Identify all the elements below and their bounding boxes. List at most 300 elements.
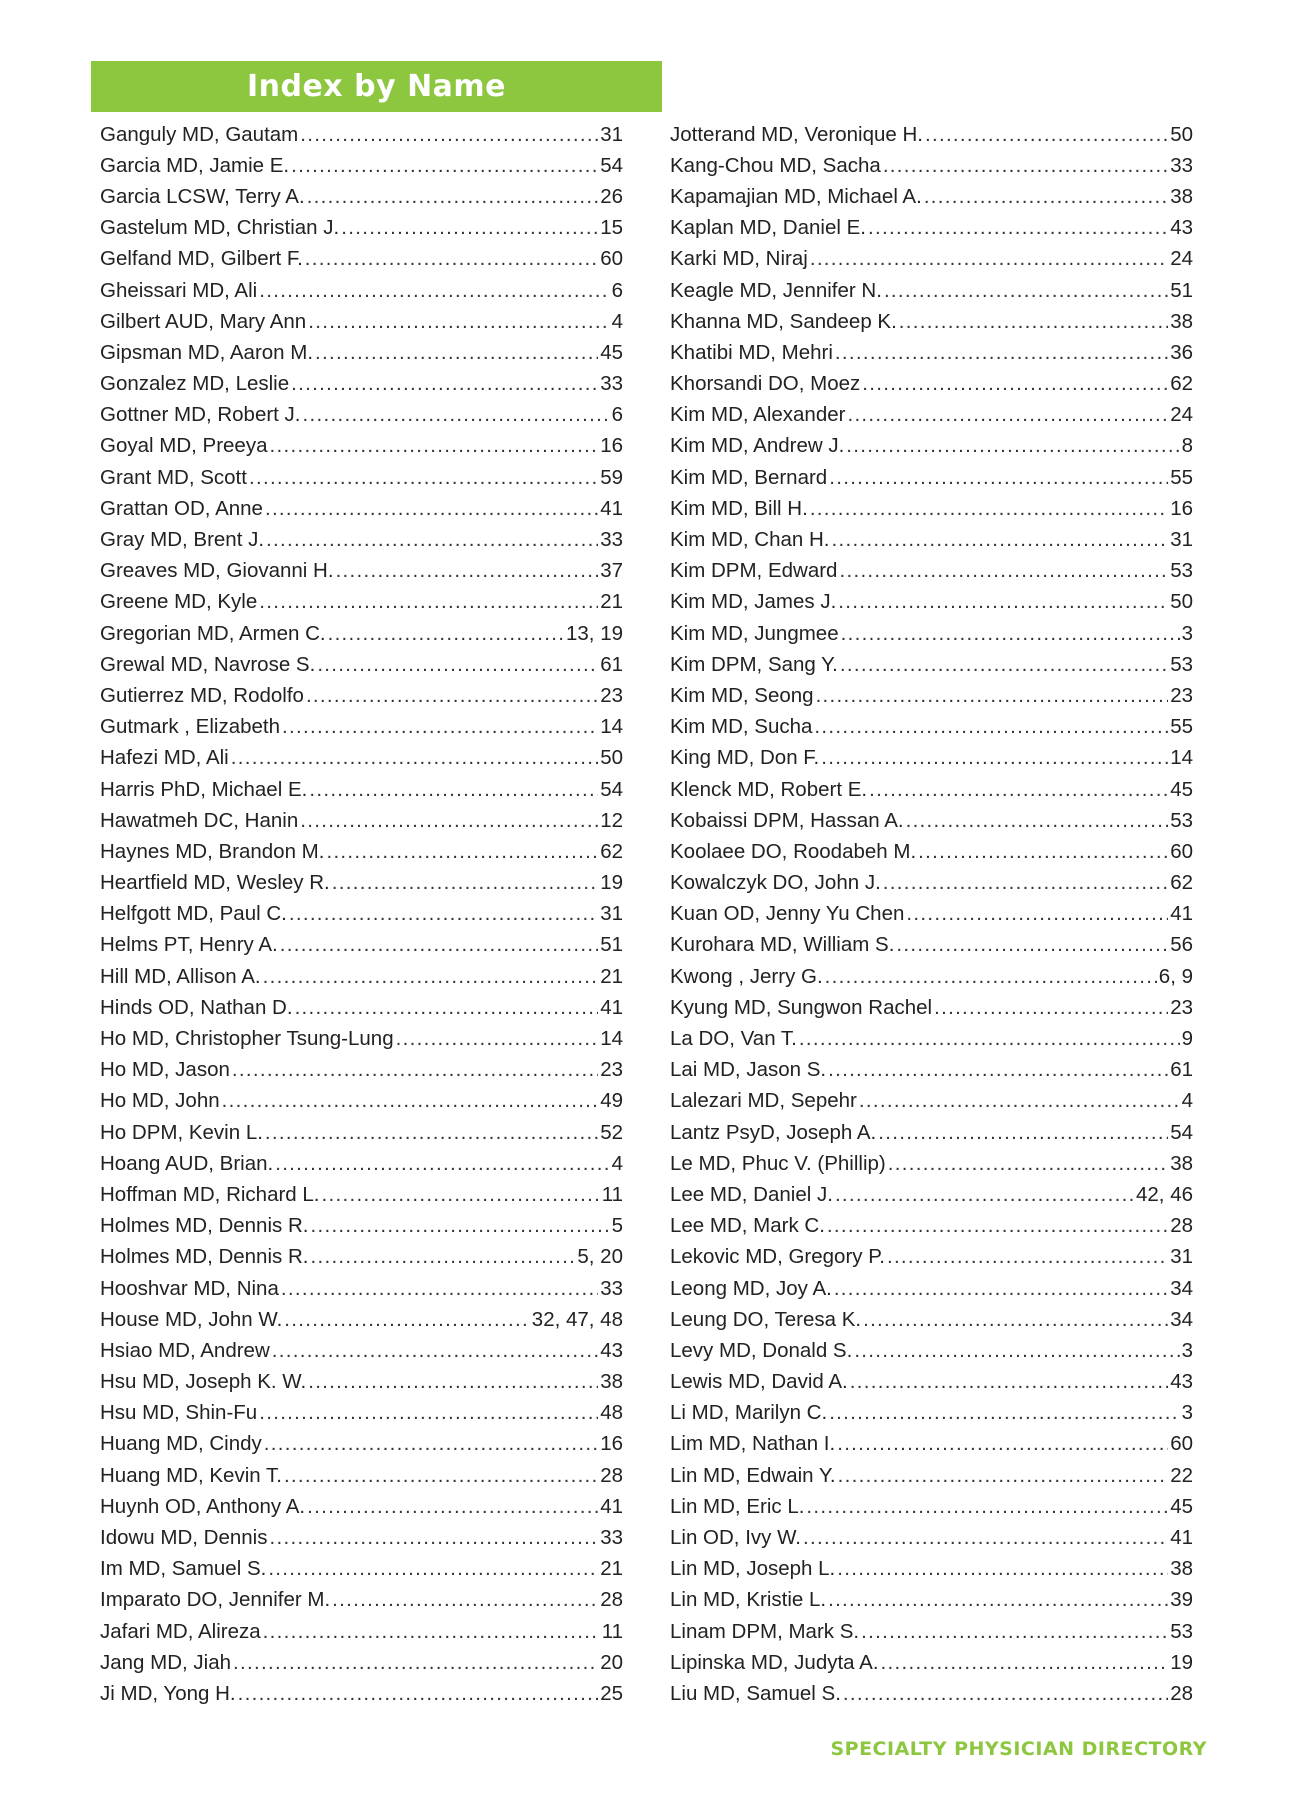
entry-page-number: 14: [600, 1027, 623, 1051]
index-entry: [670, 275, 1193, 306]
index-entry: [100, 244, 623, 275]
dot-leader: [831, 528, 1168, 552]
index-entry: [100, 992, 623, 1023]
entry-name: Kuan OD, Jenny Yu Chen: [670, 902, 905, 926]
entry-page-number: 36: [1170, 340, 1193, 364]
dot-leader: [828, 1588, 1168, 1612]
dot-leader: [835, 1183, 1134, 1207]
entry-name: Kim MD, James J.: [670, 590, 837, 614]
entry-page-number: 3: [1181, 621, 1193, 645]
entry-page-number: 21: [600, 590, 623, 614]
entry-name: Garcia MD, Jamie E.: [100, 153, 290, 177]
dot-leader: [238, 1682, 599, 1706]
dot-leader: [878, 1121, 1168, 1145]
dot-leader: [300, 809, 598, 833]
index-entry: [670, 213, 1193, 244]
index-entry: [100, 213, 623, 244]
dot-leader: [835, 341, 1168, 365]
dot-leader: [317, 653, 598, 677]
index-entry: [100, 431, 623, 462]
index-entry: [100, 556, 623, 587]
dot-leader: [266, 528, 598, 552]
index-entry: [670, 836, 1193, 867]
dot-leader: [309, 778, 598, 802]
entry-page-number: 21: [600, 964, 623, 988]
index-entry: [670, 1647, 1193, 1678]
entry-page-number: 4: [611, 309, 623, 333]
dot-leader: [396, 1027, 599, 1051]
entry-page-number: 14: [1170, 746, 1193, 770]
dot-leader: [924, 185, 1168, 209]
entry-name: Kim MD, Sucha: [670, 715, 813, 739]
entry-name: Ho MD, Jason: [100, 1058, 230, 1082]
entry-page-number: 4: [611, 1151, 623, 1175]
entry-page-number: 28: [600, 1588, 623, 1612]
entry-name: Kobaissi DPM, Hassan A.: [670, 808, 904, 832]
entry-page-number: 41: [1170, 1526, 1193, 1550]
entry-name: Im MD, Samuel S.: [100, 1557, 267, 1581]
entry-name: Gutierrez MD, Rodolfo: [100, 683, 304, 707]
dot-leader: [884, 279, 1168, 303]
entry-page-number: 62: [1170, 871, 1193, 895]
entry-name: Huang MD, Kevin T.: [100, 1463, 282, 1487]
index-entry: [100, 1179, 623, 1210]
entry-page-number: 62: [1170, 372, 1193, 396]
index-header: [91, 61, 662, 112]
index-entry: [670, 400, 1193, 431]
entry-page-number: 6: [611, 278, 623, 302]
dot-leader: [322, 1183, 600, 1207]
index-entry: [100, 524, 623, 555]
dot-leader: [336, 559, 599, 583]
dot-leader: [263, 965, 599, 989]
index-entry: [670, 1055, 1193, 1086]
index-column-left: [100, 119, 623, 1710]
dot-leader: [249, 466, 598, 490]
entry-page-number: 33: [600, 1526, 623, 1550]
entry-name: Hsu MD, Joseph K. W.: [100, 1370, 307, 1394]
entry-page-number: 41: [600, 1494, 623, 1518]
entry-name: Lewis MD, David A.: [670, 1370, 848, 1394]
entry-name: Kurohara MD, William S.: [670, 933, 895, 957]
entry-page-number: 60: [600, 247, 623, 271]
index-entry: [670, 743, 1193, 774]
entry-page-number: 14: [600, 715, 623, 739]
dot-leader: [259, 590, 598, 614]
entry-page-number: 24: [1170, 247, 1193, 271]
dot-leader: [837, 1432, 1168, 1456]
entry-page-number: 5: [611, 1214, 623, 1238]
entry-name: Lee MD, Daniel J.: [670, 1182, 833, 1206]
entry-page-number: 15: [600, 216, 623, 240]
entry-name: Khorsandi DO, Moez: [670, 372, 861, 396]
entry-name: Kyung MD, Sungwon Rachel: [670, 995, 933, 1019]
index-entry: [670, 181, 1193, 212]
entry-page-number: 5, 20: [577, 1245, 623, 1269]
entry-page-number: 51: [600, 933, 623, 957]
entry-name: Kim MD, Andrew J.: [670, 434, 845, 458]
index-entry: [670, 1086, 1193, 1117]
entry-page-number: 19: [600, 871, 623, 895]
dot-leader: [887, 1245, 1168, 1269]
index-entry: [100, 1678, 623, 1709]
entry-page-number: 60: [1170, 1432, 1193, 1456]
entry-page-number: 60: [1170, 839, 1193, 863]
entry-name: King MD, Don F.: [670, 746, 820, 770]
index-entry: [670, 961, 1193, 992]
entry-name: Ho MD, John: [100, 1089, 220, 1113]
dot-leader: [896, 933, 1168, 957]
entry-page-number: 16: [1170, 496, 1193, 520]
index-entry: [100, 1117, 623, 1148]
index-entry: [670, 1460, 1193, 1491]
entry-name: Kapamajian MD, Michael A.: [670, 184, 922, 208]
entry-name: Hoffman MD, Richard L.: [100, 1182, 320, 1206]
entry-page-number: 45: [1170, 777, 1193, 801]
index-entry: [100, 1554, 623, 1585]
dot-leader: [806, 1495, 1168, 1519]
entry-name: Levy MD, Donald S.: [670, 1338, 853, 1362]
entry-name: Holmes MD, Dennis R.: [100, 1214, 309, 1238]
index-entry: [670, 1678, 1193, 1709]
entry-page-number: 37: [600, 559, 623, 583]
entry-page-number: 19: [1170, 1650, 1193, 1674]
entry-page-number: 38: [600, 1370, 623, 1394]
index-entry: [100, 1304, 623, 1335]
index-entry: [100, 930, 623, 961]
index-entry: [100, 1460, 623, 1491]
index-entry: [670, 1211, 1193, 1242]
index-entry: [100, 743, 623, 774]
dot-leader: [291, 372, 598, 396]
dot-leader: [259, 1401, 598, 1425]
entry-page-number: 38: [1170, 184, 1193, 208]
index-entry: [100, 1398, 623, 1429]
index-entry: [670, 1335, 1193, 1366]
entry-name: Koolaee DO, Roodabeh M.: [670, 839, 917, 863]
entry-name: Hawatmeh DC, Hanin: [100, 808, 299, 832]
entry-page-number: 13, 19: [566, 621, 623, 645]
index-entry: [670, 556, 1193, 587]
dot-leader: [300, 123, 598, 147]
dot-leader: [814, 715, 1168, 739]
dot-leader: [883, 871, 1168, 895]
entry-page-number: 53: [1170, 652, 1193, 676]
entry-page-number: 38: [1170, 1557, 1193, 1581]
dot-leader: [233, 1651, 598, 1675]
entry-page-number: 49: [600, 1089, 623, 1113]
dot-leader: [821, 746, 1168, 770]
entry-page-number: 33: [600, 372, 623, 396]
entry-name: Ho DPM, Kevin L.: [100, 1120, 263, 1144]
index-entry: [100, 836, 623, 867]
entry-page-number: 41: [600, 995, 623, 1019]
entry-page-number: 4: [1181, 1089, 1193, 1113]
entry-page-number: 23: [600, 1058, 623, 1082]
entry-page-number: 33: [600, 528, 623, 552]
dot-leader: [265, 497, 598, 521]
index-entry: [100, 369, 623, 400]
dot-leader: [846, 434, 1179, 458]
index-entry: [670, 774, 1193, 805]
dot-leader: [838, 590, 1168, 614]
dot-leader: [925, 123, 1168, 147]
entry-name: Helms PT, Henry A.: [100, 933, 278, 957]
entry-name: Kim MD, Alexander: [670, 403, 846, 427]
index-entry: [670, 1304, 1193, 1335]
dot-leader: [825, 965, 1157, 989]
dot-leader: [816, 684, 1169, 708]
dot-leader: [284, 1464, 598, 1488]
dot-leader: [307, 185, 599, 209]
entry-name: Leung DO, Teresa K.: [670, 1307, 862, 1331]
entry-name: Lim MD, Nathan I.: [670, 1432, 836, 1456]
dot-leader: [231, 746, 598, 770]
dot-leader: [263, 1620, 600, 1644]
entry-page-number: 6, 9: [1158, 964, 1193, 988]
index-entry: [100, 1647, 623, 1678]
entry-name: Kim DPM, Edward: [670, 559, 838, 583]
index-entry: [670, 1023, 1193, 1054]
entry-name: Hoang AUD, Brian.: [100, 1151, 274, 1175]
entry-name: Le MD, Phuc V. (Phillip): [670, 1151, 886, 1175]
entry-page-number: 28: [1170, 1214, 1193, 1238]
entry-name: Ganguly MD, Gautam: [100, 122, 299, 146]
index-entry: [670, 244, 1193, 275]
index-entry: [670, 587, 1193, 618]
entry-page-number: 3: [1181, 1401, 1193, 1425]
index-entry: [670, 868, 1193, 899]
index-title: Index by Name: [246, 69, 507, 104]
dot-leader: [328, 622, 564, 646]
entry-page-number: 21: [600, 1557, 623, 1581]
index-entry: [670, 930, 1193, 961]
entry-page-number: 22: [1170, 1463, 1193, 1487]
dot-leader: [341, 216, 598, 240]
dot-leader: [222, 1089, 599, 1113]
dot-leader: [810, 247, 1168, 271]
index-entry: [670, 150, 1193, 181]
entry-name: Kim DPM, Sang Y.: [670, 652, 838, 676]
entry-page-number: 31: [600, 902, 623, 926]
index-entry: [670, 306, 1193, 337]
entry-page-number: 28: [1170, 1681, 1193, 1705]
index-entry: [100, 400, 623, 431]
entry-page-number: 53: [1170, 1619, 1193, 1643]
dot-leader: [883, 154, 1168, 178]
entry-page-number: 33: [600, 1276, 623, 1300]
index-entry: [100, 774, 623, 805]
dot-leader: [268, 1557, 598, 1581]
index-entry: [670, 462, 1193, 493]
index-entry: [670, 805, 1193, 836]
entry-page-number: 55: [1170, 465, 1193, 489]
dot-leader: [810, 497, 1168, 521]
dot-leader: [863, 1308, 1168, 1332]
dot-leader: [850, 1370, 1168, 1394]
index-entry: [100, 618, 623, 649]
index-entry: [100, 1522, 623, 1553]
entry-name: Karki MD, Niraj: [670, 247, 808, 271]
entry-page-number: 42, 46: [1136, 1182, 1193, 1206]
entry-name: Huynh OD, Anthony A.: [100, 1494, 306, 1518]
entry-name: Gregorian MD, Armen C.: [100, 621, 326, 645]
entry-page-number: 50: [1170, 122, 1193, 146]
dot-leader: [265, 1121, 598, 1145]
entry-name: Kim MD, Bill H.: [670, 496, 808, 520]
dot-leader: [280, 933, 598, 957]
dot-leader: [829, 1401, 1179, 1425]
dot-leader: [840, 653, 1168, 677]
entry-page-number: 31: [600, 122, 623, 146]
dot-leader: [303, 403, 610, 427]
entry-name: Goyal MD, Preeya: [100, 434, 268, 458]
dot-leader: [232, 1058, 598, 1082]
dot-leader: [282, 715, 598, 739]
entry-page-number: 26: [600, 184, 623, 208]
dot-leader: [839, 559, 1168, 583]
dot-leader: [827, 1214, 1168, 1238]
entry-name: Kim MD, Bernard: [670, 465, 828, 489]
index-entry: [670, 119, 1193, 150]
dot-leader: [264, 1432, 598, 1456]
dot-leader: [310, 1245, 575, 1269]
index-entry: [100, 587, 623, 618]
entry-name: Gutmark , Elizabeth: [100, 715, 281, 739]
entry-page-number: 20: [600, 1650, 623, 1674]
index-entry: [670, 1179, 1193, 1210]
dot-leader: [906, 902, 1168, 926]
dot-leader: [281, 1277, 598, 1301]
index-entry: [670, 649, 1193, 680]
entry-page-number: 45: [1170, 1494, 1193, 1518]
entry-name: Kim MD, Chan H.: [670, 528, 830, 552]
entry-name: Harris PhD, Michael E.: [100, 777, 308, 801]
dot-leader: [803, 1526, 1168, 1550]
dot-leader: [305, 247, 598, 271]
entry-page-number: 16: [600, 1432, 623, 1456]
entry-page-number: 50: [1170, 590, 1193, 614]
entry-name: Jafari MD, Alireza: [100, 1619, 261, 1643]
index-entry: [100, 1429, 623, 1460]
dot-leader: [310, 1214, 609, 1238]
entry-name: Lee MD, Mark C.: [670, 1214, 825, 1238]
entry-name: Idowu MD, Dennis: [100, 1526, 268, 1550]
dot-leader: [332, 1588, 598, 1612]
entry-name: Kowalczyk DO, John J.: [670, 871, 881, 895]
index-entry: [670, 1367, 1193, 1398]
entry-name: Imparato DO, Jennifer M.: [100, 1588, 331, 1612]
index-entry: [670, 1585, 1193, 1616]
entry-page-number: 61: [600, 652, 623, 676]
entry-name: Hafezi MD, Ali: [100, 746, 229, 770]
index-entry: [100, 1242, 623, 1273]
dot-leader: [315, 341, 598, 365]
index-entry: [670, 369, 1193, 400]
entry-name: Gipsman MD, Aaron M.: [100, 340, 314, 364]
dot-leader: [828, 1058, 1168, 1082]
entry-name: Khanna MD, Sandeep K.: [670, 309, 897, 333]
entry-page-number: 51: [1170, 278, 1193, 302]
index-entry: [100, 1335, 623, 1366]
entry-name: Lin MD, Kristie L.: [670, 1588, 827, 1612]
entry-name: Gottner MD, Robert J.: [100, 403, 301, 427]
entry-page-number: 11: [601, 1619, 623, 1643]
entry-page-number: 3: [1181, 1338, 1193, 1362]
entry-page-number: 43: [1170, 216, 1193, 240]
entry-page-number: 31: [1170, 1245, 1193, 1269]
index-entry: [670, 680, 1193, 711]
dot-leader: [868, 216, 1168, 240]
index-column-right: [670, 119, 1193, 1710]
dot-leader: [332, 871, 598, 895]
index-entry: [100, 1585, 623, 1616]
entry-name: Liu MD, Samuel S.: [670, 1681, 841, 1705]
entry-name: Huang MD, Cindy: [100, 1432, 262, 1456]
entry-name: Kaplan MD, Daniel E.: [670, 216, 866, 240]
entry-name: Lipinska MD, Judyta A.: [670, 1650, 879, 1674]
dot-leader: [843, 1682, 1168, 1706]
index-entry: [100, 649, 623, 680]
entry-name: Holmes MD, Dennis R.: [100, 1245, 309, 1269]
entry-page-number: 45: [600, 340, 623, 364]
entry-page-number: 41: [600, 496, 623, 520]
entry-name: Gheissari MD, Ali: [100, 278, 258, 302]
entry-name: Lai MD, Jason S.: [670, 1058, 827, 1082]
entry-name: Gray MD, Brent J.: [100, 528, 265, 552]
index-entry: [100, 337, 623, 368]
dot-leader: [906, 809, 1169, 833]
directory-footer: SPECIALTY PHYSICIAN DIRECTORY: [830, 1738, 1207, 1760]
entry-page-number: 41: [1170, 902, 1193, 926]
dot-leader: [284, 1308, 530, 1332]
index-entry: [670, 1522, 1193, 1553]
entry-page-number: 53: [1170, 808, 1193, 832]
dot-leader: [326, 840, 598, 864]
index-entry: [670, 1491, 1193, 1522]
entry-name: Hinds OD, Nathan D.: [100, 995, 293, 1019]
index-entry: [670, 1429, 1193, 1460]
entry-name: Gelfand MD, Gilbert F.: [100, 247, 303, 271]
dot-leader: [881, 1651, 1169, 1675]
dot-leader: [269, 434, 598, 458]
index-entry: [100, 1148, 623, 1179]
entry-name: Kim MD, Seong: [670, 683, 814, 707]
entry-page-number: 25: [600, 1681, 623, 1705]
entry-page-number: 50: [600, 746, 623, 770]
entry-page-number: 6: [611, 403, 623, 427]
entry-name: La DO, Van T.: [670, 1027, 797, 1051]
entry-page-number: 11: [601, 1182, 623, 1206]
entry-page-number: 23: [1170, 995, 1193, 1019]
entry-name: Jang MD, Jiah: [100, 1650, 232, 1674]
index-entry: [100, 493, 623, 524]
entry-name: Lin OD, Ivy W.: [670, 1526, 801, 1550]
entry-name: House MD, John W.: [100, 1307, 283, 1331]
entry-name: Linam DPM, Mark S.: [670, 1619, 860, 1643]
index-entry: [670, 712, 1193, 743]
index-entry: [100, 119, 623, 150]
dot-leader: [829, 466, 1168, 490]
entry-name: Kwong , Jerry G.: [670, 964, 823, 988]
index-entry: [100, 306, 623, 337]
dot-leader: [307, 1495, 598, 1519]
entry-name: Li MD, Marilyn C.: [670, 1401, 828, 1425]
dot-leader: [869, 778, 1168, 802]
dot-leader: [834, 1277, 1168, 1301]
dot-leader: [275, 1152, 609, 1176]
entry-page-number: 62: [600, 839, 623, 863]
